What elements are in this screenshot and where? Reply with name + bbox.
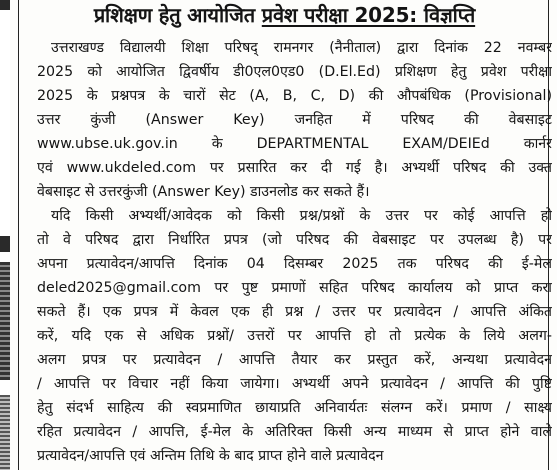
paragraph-1-line: 2025 को आयोजित द्विवर्षीय डी0एल0एड0 (D.El.Ed) प्रशिक्षण हेतु प्रवेश परीक्षा [37,64,552,80]
paragraph-2-line: अलग प्रपत्र पर प्रत्यावेदन / आपत्ति तैयार कर प्रस्तुत करें, अन्यथा प्रत्यावेदन [37,352,552,368]
paragraph-1-line: वेबसाइट से उत्तरकुंजी (Answer Key) डाउनलोड कर सकते हैं। [37,184,370,200]
paragraph-1-line: 2025 के प्रश्नपत्र के चारों सेट (A, B, C, D) की औपबंधिक (Provisional) [37,88,552,104]
adjacent-column-mark [0,236,10,252]
paragraph-2-line: रहित प्रत्यावेदन / आपत्ति, ई-मेल के अतिरिक्त किसी अन्य माध्यम से प्राप्त होने वाले [37,424,552,440]
adjacent-column-edge [0,0,10,470]
paragraph-1-line: www.ubse.uk.gov.in के DEPARTMENTAL EXAM/DEIEd कार्नर [37,136,552,152]
paragraph-2-line: प्रत्यावेदन/आपत्ति एवं अन्तिम तिथि के बाद प्राप्त होने वाले प्रत्यावेदन [37,448,384,464]
paragraph-2-line: अपना प्रत्यावेदन/आपत्ति दिनांक 04 दिसम्बर 2025 तक परिषद की ई-मेल [37,256,552,272]
paragraph-2-line: / आपत्ति पर विचार नहीं किया जायेगा। अभ्यर्थी अपने प्रत्यावेदन / आपत्ति की पुष्टि [37,376,552,392]
paragraph-2-line: करें, यदि एक से अधिक प्रश्नों/ उत्तरों पर आपत्ति हो तो प्रत्येक के लिये अलग- [37,328,552,344]
heading-text-part1: प्रशिक्षण हेतु आयोजित [93,3,262,27]
paragraph-2-line: यदि किसी अभ्यर्थी/आवेदक को किसी प्रश्न/प्रश्नों के उत्तर पर कोई आपत्ति हो [51,208,552,224]
paragraph-2-line: तो वे परिषद द्वारा निर्धारित प्रपत्र (जो परिषद की वेबसाइट पर उपलब्ध है) पर [37,232,552,248]
notice-box [18,0,552,470]
paragraph-1-line: उत्तराखण्ड विद्यालयी शिक्षा परिषद् रामनगर (नैनीताल) द्वारा दिनांक 22 नवम्बर [51,40,552,56]
paragraph-2-line: हेतु संदर्भ साहित्य की स्वप्रमाणित छायाप्रति अनिवार्यतः संलग्न करें। प्रमाण / साक्ष्य [37,400,552,416]
heading-text-part2: प्रवेश परीक्षा 2025: विज्ञप्ति [261,3,476,27]
notice-heading [19,0,550,34]
paragraph-2-line: सकते हैं। एक प्रपत्र में केवल एक ही प्रश्न / उत्तर पर प्रत्यावेदन / आपत्ति अंकित [37,304,552,320]
paragraph-2-line: deled2025@gmail.com पर पुष्ट प्रमाणों सहित परिषद कार्यालय को प्राप्त करा [37,280,552,296]
adjacent-column-mark [0,262,10,380]
paragraph-1-line: एवं www.ukdeled.com पर प्रसारित कर दी गई है। अभ्यर्थी परिषद की उक्त [37,160,552,176]
adjacent-column-mark [0,395,10,470]
adjacent-column-mark [0,0,10,10]
paragraph-1-line: उत्तर कुंजी (Answer Key) जनहित में परिषद की वेबसाइट [37,112,552,128]
